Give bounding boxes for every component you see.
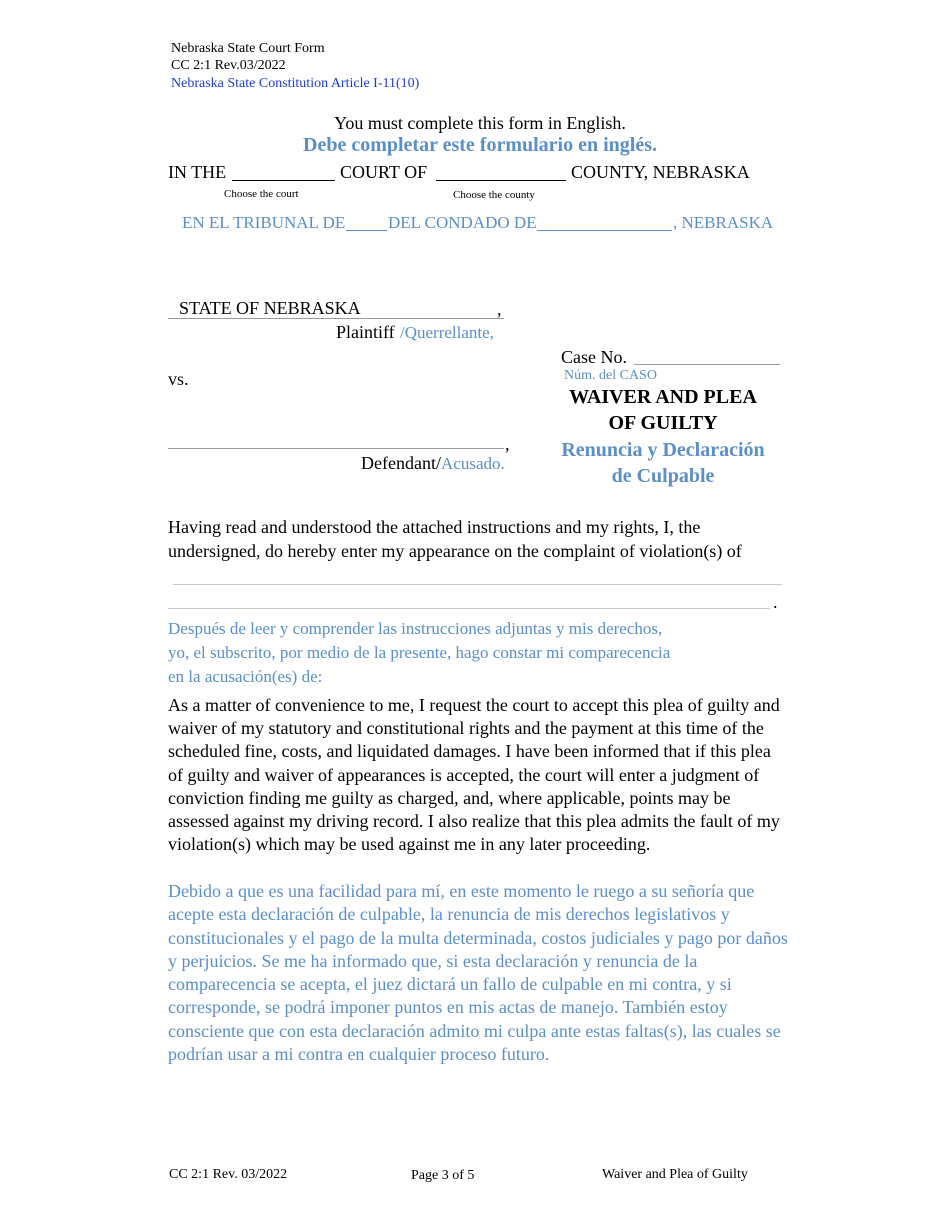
state-of-nebraska: STATE OF NEBRASKA (179, 298, 361, 318)
violation-field-1[interactable] (173, 584, 782, 585)
english-note: You must complete this form in English. (334, 113, 626, 133)
plaintiff-line (168, 318, 504, 319)
defendant-comma: , (505, 434, 510, 454)
plaintiff-label-es: /Querrellante, (400, 323, 494, 342)
violation-field-2[interactable] (168, 608, 770, 609)
title-es-line-1: Renuncia y Declaración (561, 439, 765, 461)
title-line-1: WAIVER AND PLEA (569, 386, 757, 408)
county-nebraska-label: COUNTY, NEBRASKA (571, 162, 750, 182)
intro-en-line-2: undersigned, do hereby enter my appearance on the complaint of violation(s) of (168, 541, 742, 561)
intro-es-line-2: yo, el subscrito, por medio de la presente, hago constar mi comparecencia (168, 643, 671, 662)
title-line-2: OF GUILTY (608, 412, 718, 434)
plaintiff-label: Plaintiff (336, 322, 395, 342)
spanish-note: Debe completar este formulario en inglés. (303, 134, 657, 156)
form-name: Nebraska State Court Form (171, 41, 325, 56)
es-tribunal-label: EN EL TRIBUNAL DE (182, 213, 346, 232)
intro-en-line-1: Having read and understood the attached instructions and my rights, I, the (168, 517, 701, 537)
court-hint: Choose the court (224, 188, 299, 200)
convenience-paragraph-es: Debido a que es una facilidad para mí, en este momento le ruego a su señoría que acepte esta declaración de culpable, la renuncia de mis derechos legislativos y constitucionales y el pago de la multa determinada, costos judiciales y pago por daños y perjuicios. Se me ha informado que, si esta declaración y renuncia de la comparecencia se acepta, el juez dictará un fallo de culpable en mi contra, y si corresponde, se podrá imponer puntos en mis actas de manejo. También estoy consciente que con esta declaración admito mi culpa ante estas faltas(s), las cuales se podrían usar a mi contra en cualquier proceso futuro. (168, 881, 788, 1065)
constitution-link[interactable]: Nebraska State Constitution Article I-11(10) (171, 76, 420, 91)
court-field[interactable] (232, 180, 335, 181)
es-condado-label: DEL CONDADO DE (388, 213, 537, 232)
es-nebraska-label: , NEBRASKA (673, 213, 774, 232)
county-field[interactable] (436, 180, 566, 181)
plaintiff-comma: , (497, 299, 502, 319)
violation-period: . (773, 592, 778, 612)
county-hint: Choose the county (453, 189, 535, 201)
in-the-label: IN THE (168, 162, 227, 182)
defendant-label: Defendant/ (361, 453, 441, 473)
form-revision: CC 2:1 Rev.03/2022 (171, 58, 286, 73)
footer-form-title: Waiver and Plea of Guilty (602, 1167, 748, 1182)
court-of-label: COURT OF (340, 162, 428, 182)
intro-es-line-1: Después de leer y comprender las instrucciones adjuntas y mis derechos, (168, 619, 663, 638)
footer-page-number: Page 3 of 5 (411, 1168, 475, 1183)
case-no-label-es: Núm. del CASO (564, 368, 657, 383)
defendant-label-es: Acusado. (441, 454, 505, 473)
convenience-paragraph-en: As a matter of convenience to me, I request the court to accept this plea of guilty and waiver of my statutory and constitutional rights and the payment at this time of the scheduled fine, costs, and liquidated damages. I have been informed that if this plea of guilty and waiver of appearances is accepted, the court will enter a judgment of conviction finding me guilty as charged, and, where applicable, points may be assessed against my driving record. I also realize that this plea admits the fault of my violation(s) which may be used against me in any later proceeding. (168, 695, 780, 855)
footer-form-revision: CC 2:1 Rev. 03/2022 (169, 1167, 288, 1182)
case-no-field[interactable] (634, 364, 780, 365)
case-no-label: Case No. (561, 347, 627, 367)
defendant-field[interactable] (168, 448, 504, 449)
es-court-field[interactable] (346, 230, 387, 231)
vs-label: vs. (168, 369, 189, 389)
es-county-field[interactable] (537, 230, 672, 231)
intro-es-line-3: en la acusación(es) de: (168, 667, 323, 686)
title-es-line-2: de Culpable (611, 465, 715, 487)
